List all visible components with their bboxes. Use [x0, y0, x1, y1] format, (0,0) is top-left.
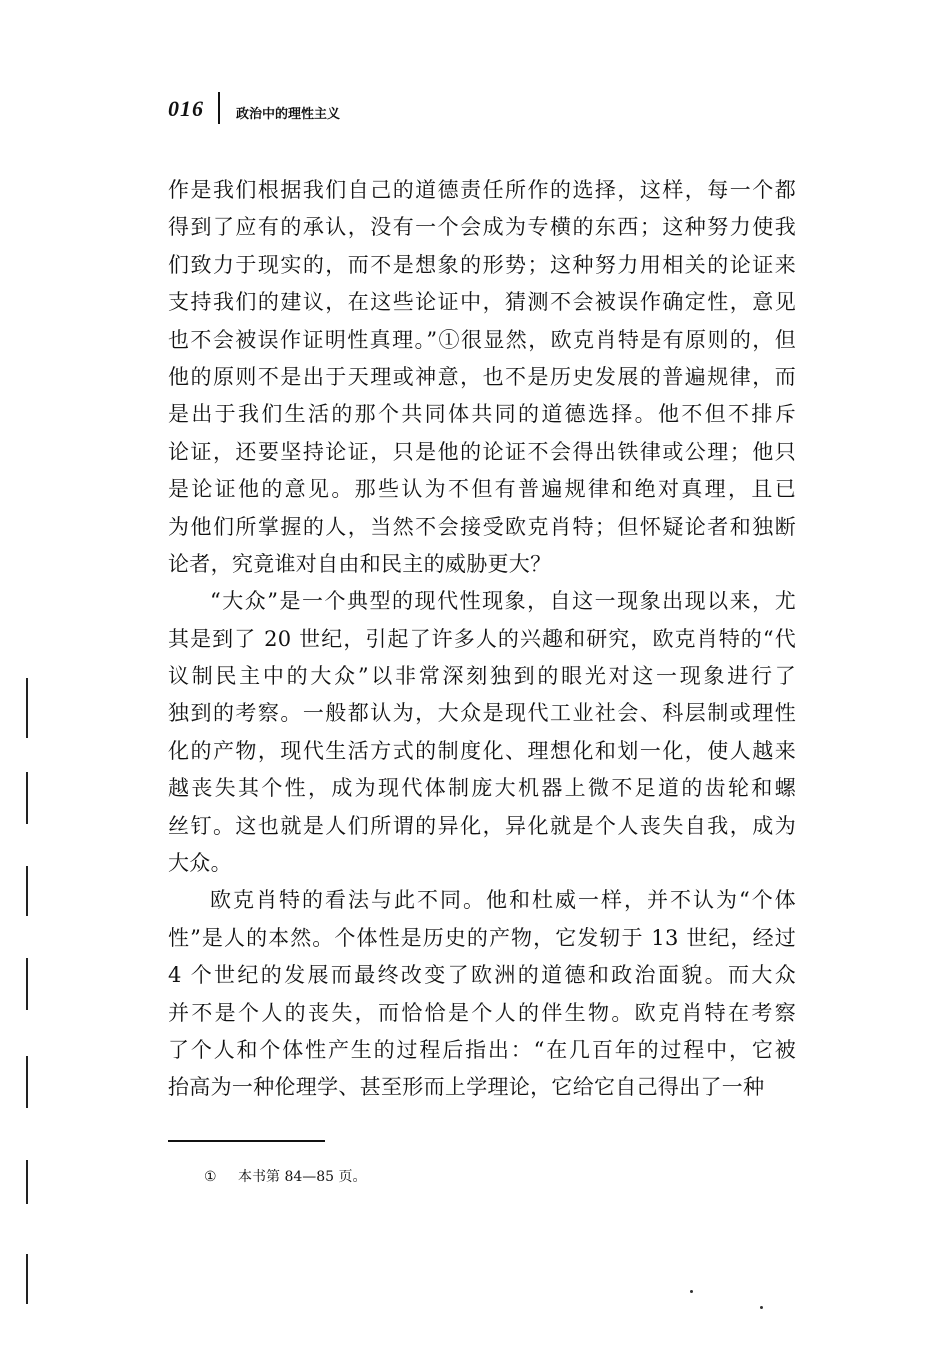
text-line: 4 个世纪的发展而最终改变了欧洲的道德和政治面貌。而大众 — [168, 963, 796, 988]
text-line: 议制民主中的大众”以非常深刻独到的眼光对这一现象进行了 — [168, 664, 796, 689]
header-divider — [218, 92, 220, 124]
text-line: 性”是人的本然。个体性是历史的产物，它发轫于 13 世纪，经过 — [168, 925, 796, 950]
text-line: 独到的考察。一般都认为，大众是现代工业社会、科层制或理性 — [168, 701, 796, 726]
paragraph — [168, 172, 796, 583]
text-line: 抬高为一种伦理学、甚至形而上学理论，它给它自己得出了一种 — [168, 1075, 765, 1100]
text-line: 支持我们的建议，在这些论证中，猜测不会被误作确定性，意见 — [168, 290, 796, 315]
text-line: 论者，究竟谁对自由和民主的威胁更大？ — [168, 551, 552, 576]
scan-speck — [760, 1306, 763, 1309]
running-head-title: 政治中的理性主义 — [236, 107, 341, 122]
text-line: 得到了应有的承认，没有一个会成为专横的东西；这种努力使我 — [168, 215, 796, 240]
text-line: 其是到了 20 世纪，引起了许多人的兴趣和研究，欧克肖特的“代 — [168, 626, 796, 651]
text-line: “大众”是一个典型的现代性现象，自这一现象出现以来，尤 — [210, 589, 796, 614]
text-line: 为他们所掌握的人，当然不会接受欧克肖特；但怀疑论者和独断 — [168, 514, 796, 539]
text-line: 了个人和个体性产生的过程后指出：“在几百年的过程中，它被 — [168, 1037, 796, 1062]
text-line: 并不是个人的丧失，而恰恰是个人的伴生物。欧克肖特在考察 — [168, 1000, 796, 1025]
scan-margin-mark — [26, 678, 28, 738]
text-line: 们致力于现实的，而不是想象的形势；这种努力用相关的论证来 — [168, 252, 796, 277]
scan-margin-mark — [26, 1160, 28, 1204]
text-line: 欧克肖特的看法与此不同。他和杜威一样，并不认为“个体 — [210, 888, 796, 913]
text-line: 越丧失其个性，成为现代体制庞大机器上微不足道的齿轮和螺 — [168, 776, 796, 801]
text-line: 丝钉。这也就是人们所谓的异化，异化就是个人丧失自我，成为 — [168, 813, 796, 838]
footnote-text: 本书第 84—85 页。 — [238, 1169, 367, 1185]
paragraph — [168, 882, 796, 1106]
scan-margin-mark — [26, 772, 28, 824]
footnote — [204, 1166, 367, 1186]
text-line: 是出于我们生活的那个共同体共同的道德选择。他不但不排斥 — [168, 402, 796, 427]
scan-margin-mark — [26, 1254, 28, 1304]
footnote-mark: ① — [204, 1169, 217, 1185]
scan-margin-mark — [26, 866, 28, 916]
text-line: 是论证他的意见。那些认为不但有普遍规律和绝对真理，且已 — [168, 477, 796, 502]
text-line: 也不会被误作证明性真理。”①很显然，欧克肖特是有原则的，但 — [168, 327, 796, 352]
page-number: 016 — [168, 96, 204, 121]
scan-margin-mark — [26, 958, 28, 1010]
text-line: 论证，还要坚持论证，只是他的论证不会得出铁律或公理；他只 — [168, 439, 796, 464]
scan-margin-mark — [26, 1056, 28, 1108]
text-line: 他的原则不是出于天理或神意，也不是历史发展的普遍规律，而 — [168, 364, 796, 389]
body-text — [168, 172, 796, 1107]
text-line: 化的产物，现代生活方式的制度化、理想化和划一化，使人越来 — [168, 738, 796, 763]
scan-speck — [690, 1290, 693, 1293]
text-line: 大众。 — [168, 851, 232, 876]
footnote-divider — [168, 1140, 325, 1142]
paragraph — [168, 583, 796, 882]
text-line: 作是我们根据我们自己的道德责任所作的选择，这样，每一个都 — [168, 178, 796, 202]
